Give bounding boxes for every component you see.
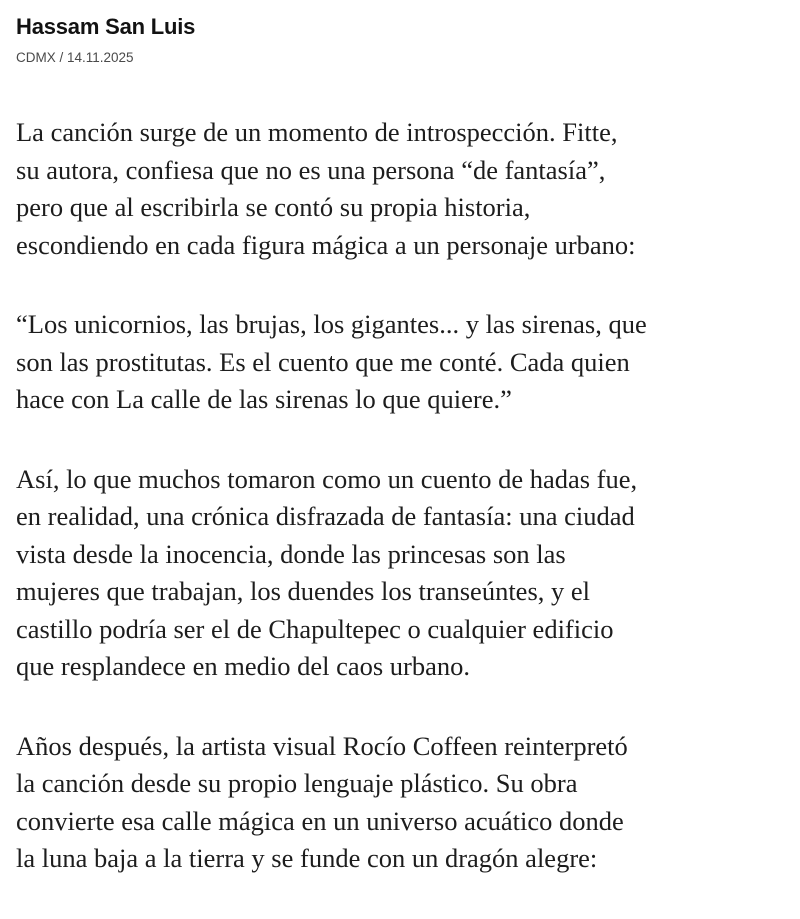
article — [16, 12, 792, 878]
paragraph-intro: La canción surge de un momento de introspección. Fitte, su autora, confiesa que no es una persona “de fantasía”, pero que al escribirla se contó su propia historia, escondiendo en cada figura mágica a un personaje urbano: — [16, 117, 636, 260]
paragraph-artist: Años después, la artista visual Rocío Coffeen reinterpretó la canción desde su propio lenguaje plástico. Su obra convierte esa calle mágica en un universo acuático donde la luna baja a la tierra y se funde con un dragón alegre: — [16, 730, 628, 873]
paragraph-interpretation: Así, lo que muchos tomaron como un cuento de hadas fue, en realidad, una crónica disfrazada de fantasía: una ciudad vista desde la inocencia, donde las princesas son las mujeres que trabajan, los duendes los transeúntes, y el castillo podría ser el de Chapultepec o cualquier edificio que resplandece en medio del caos urbano. — [16, 463, 638, 681]
article-body — [16, 114, 792, 878]
dateline: CDMX / 14.11.2025 — [16, 50, 134, 65]
paragraph-quote: “Los unicornios, las brujas, los gigantes... y las sirenas, que son las prostitutas. Es el cuento que me conté. Cada quien hace con La calle de las sirenas lo que quiere.” — [16, 309, 647, 414]
author-name: Hassam San Luis — [16, 14, 196, 39]
byline — [16, 12, 792, 68]
